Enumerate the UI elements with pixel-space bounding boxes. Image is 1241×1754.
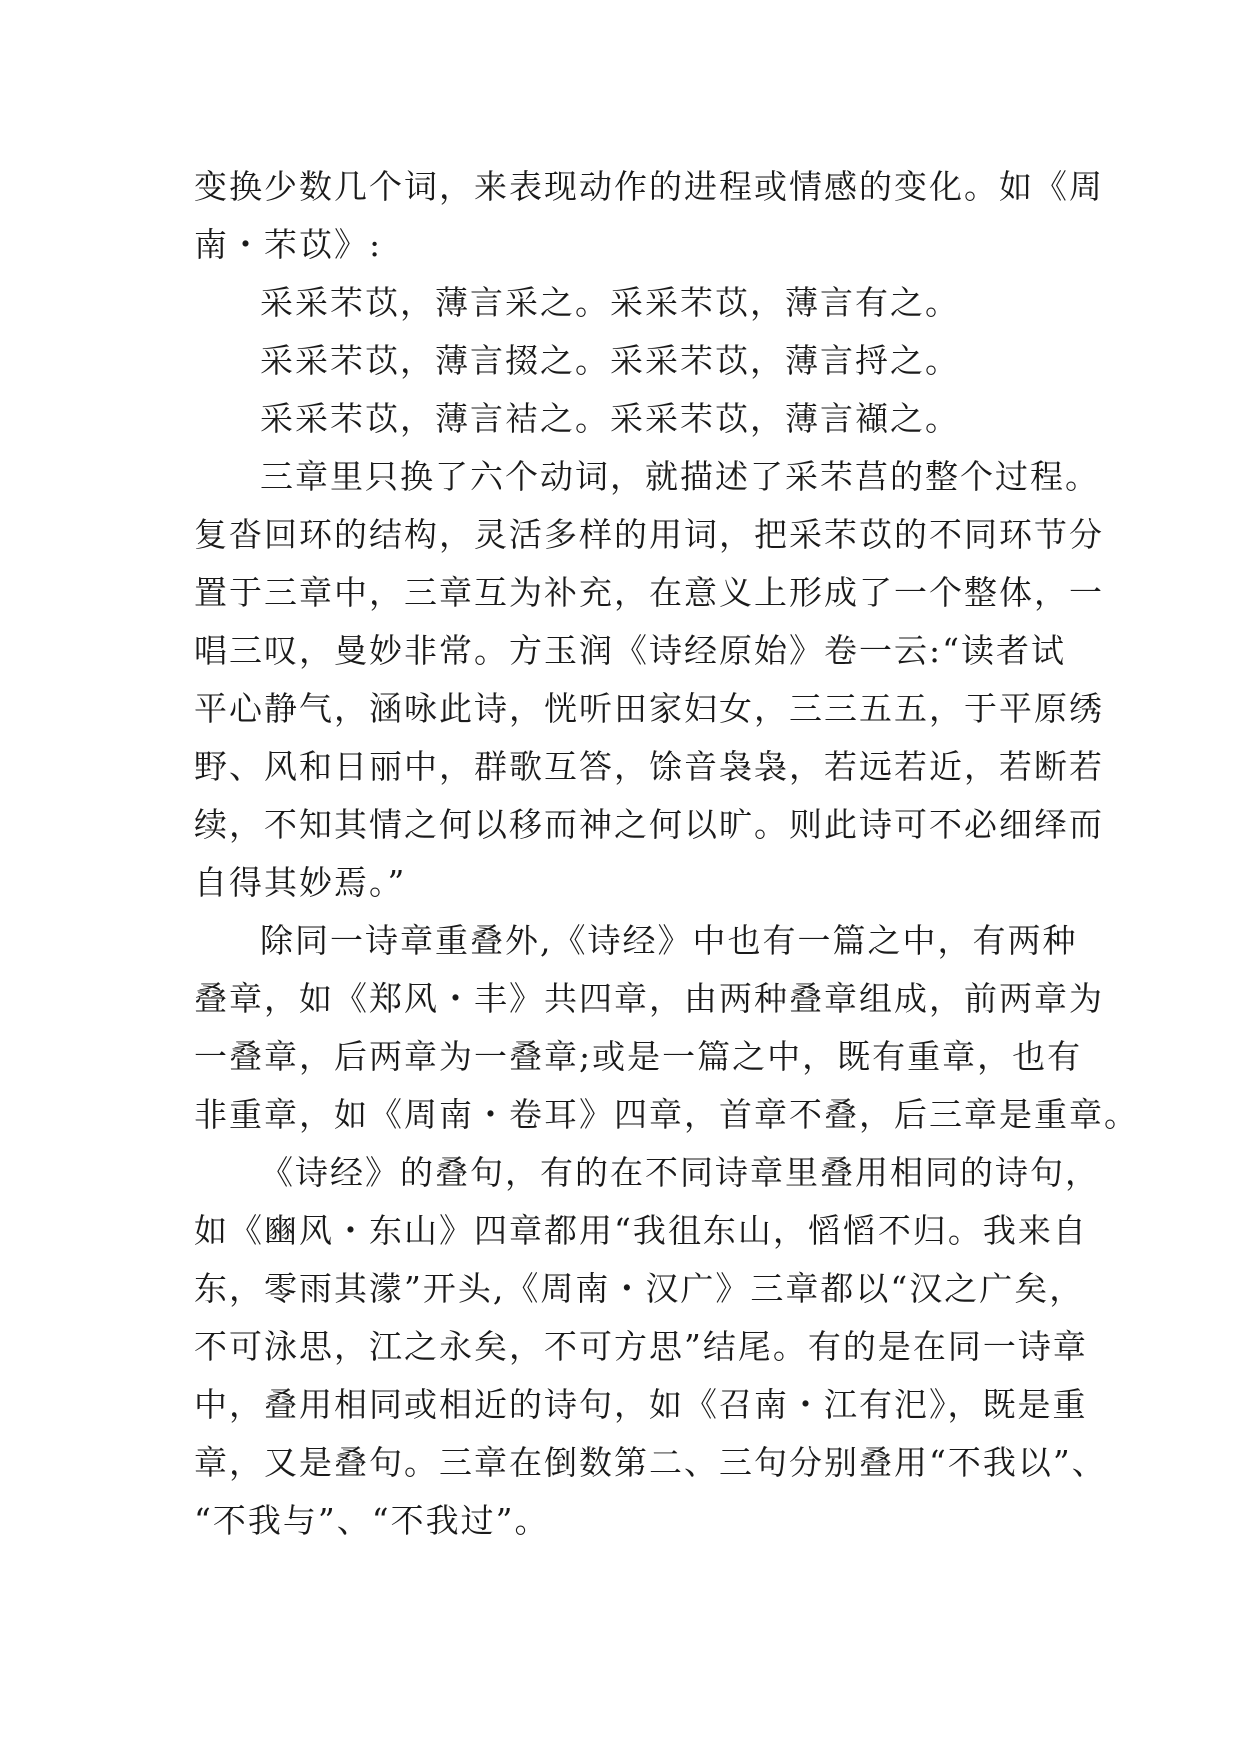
text-line: 叠章，如《郑风・丰》共四章，由两种叠章组成，前两章为 xyxy=(194,979,1104,1018)
text-line: 章，又是叠句。三章在倒数第二、三句分别叠用“不我以”、 xyxy=(194,1443,1107,1482)
text-line: “不我与”、“不我过”。 xyxy=(194,1501,550,1540)
text-line: 采采芣苡，薄言掇之。采采芣苡，薄言捋之。 xyxy=(260,341,960,380)
text-line: 中，叠用相同或相近的诗句，如《召南・江有汜》，既是重 xyxy=(194,1385,1088,1424)
text-line: 采采芣苡，薄言采之。采采芣苡，薄言有之。 xyxy=(260,283,960,322)
text-line: 平心静气，涵咏此诗，恍听田家妇女，三三五五，于平原绣 xyxy=(194,689,1104,728)
text-line: 《诗经》的叠句，有的在不同诗章里叠用相同的诗句， xyxy=(260,1153,1100,1192)
text-line: 变换少数几个词，来表现动作的进程或情感的变化。如《周 xyxy=(194,167,1104,206)
text-line: 南・芣苡》: xyxy=(194,225,383,264)
text-line: 自得其妙焉。” xyxy=(194,863,407,902)
text-line: 三章里只换了六个动词，就描述了采芣莒的整个过程。 xyxy=(260,457,1100,496)
text-line: 一叠章，后两章为一叠章;或是一篇之中，既有重章，也有 xyxy=(194,1037,1083,1076)
text-line: 野、风和日丽中，群歌互答，馀音袅袅，若远若近，若断若 xyxy=(194,747,1104,786)
text-line: 复沓回环的结构，灵活多样的用词，把采芣苡的不同环节分 xyxy=(194,515,1104,554)
text-line: 非重章，如《周南・卷耳》四章，首章不叠，后三章是重章。 xyxy=(194,1095,1139,1134)
text-line: 如《豳风・东山》四章都用“我徂东山，慆慆不归。我来自 xyxy=(194,1211,1088,1250)
text-line: 除同一诗章重叠外,《诗经》中也有一篇之中，有两种 xyxy=(260,921,1078,960)
text-line: 置于三章中，三章互为补充，在意义上形成了一个整体，一 xyxy=(194,573,1104,612)
text-line: 唱三叹，曼妙非常。方玉润《诗经原始》卷一云:“读者试 xyxy=(194,631,1066,670)
body-text xyxy=(194,158,1139,1550)
text-line: 续，不知其情之何以移而神之何以旷。则此诗可不必细绎而 xyxy=(194,805,1104,844)
text-line: 不可泳思，江之永矣，不可方思”结尾。有的是在同一诗章 xyxy=(194,1327,1088,1366)
text-line: 采采芣苡，薄言袺之。采采芣苡，薄言襭之。 xyxy=(260,399,960,438)
text-line: 东，零雨其濛”开头,《周南・汉广》三章都以“汉之广矣， xyxy=(194,1269,1085,1308)
